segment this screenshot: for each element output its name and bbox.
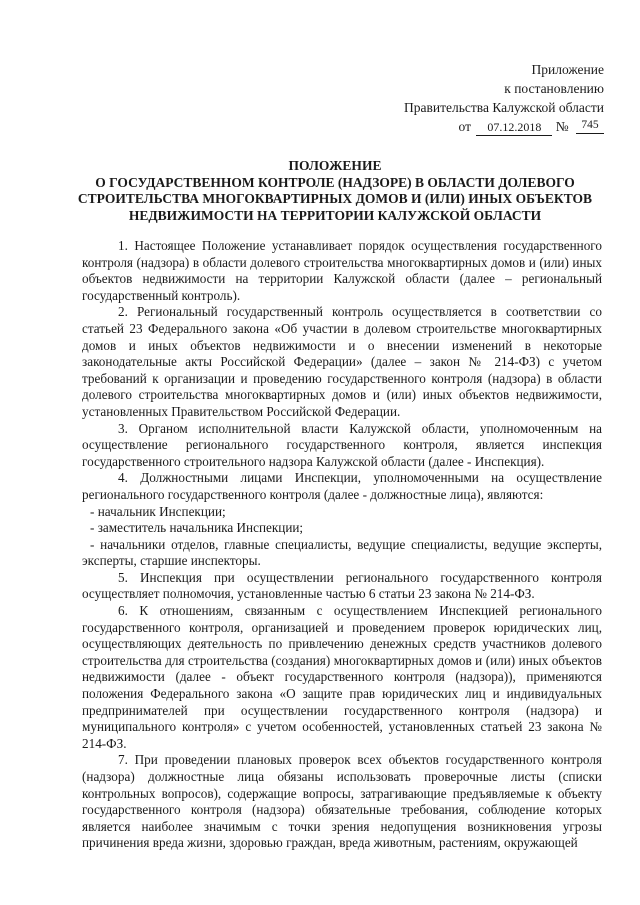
title-line-3: СТРОИТЕЛЬСТВА МНОГОКВАРТИРНЫХ ДОМОВ И (ИЛИ) ИНЫХ ОБЪЕКТОВ	[77, 191, 593, 206]
appendix-government: Правительства Калужской области	[403, 100, 604, 115]
title-line-4: НЕДВИЖИМОСТИ НА ТЕРРИТОРИИ КАЛУЖСКОЙ ОБЛАСТИ	[128, 207, 542, 223]
paragraph-3: 3. Органом исполнительной власти Калужской области, уполномоченным на осуществление регионального государственного контроля, является инспекция государственного строительного надзора Калужской области (далее - Инспекция).	[82, 420, 602, 469]
paragraph-1: 1. Настоящее Положение устанавливает порядок осуществления государственного контроля (надзора) в области долевого строительства многоквартирных домов и (или) иных объектов недвижимости на территории Калужской области (далее – региональный государственный контроль).	[82, 238, 602, 303]
title-line-1: ПОЛОЖЕНИЕ	[288, 158, 382, 173]
paragraph-4: 4. Должностными лицами Инспекции, уполномоченными на осуществление регионального государственного контроля (далее - должностные лица), являются:	[82, 470, 602, 502]
resolution-date: 07.12.2018	[476, 120, 552, 136]
paragraph-7: 7. При проведении плановых проверок всех объектов государственного контроля (надзора) должностные лица обязаны использовать проверочные листы (списки контрольных вопросов), содержащие вопросы, затрагивающие предъявляемые к объекту государственного контроля (надзора) обязательные требования, соблюдение которых является наиболее значимым с точки зрения недопущения возникновения угрозы причинения вреда жизни, здоровью граждан, вреда животным, растениям, окружающей	[82, 752, 602, 851]
document-title	[70, 158, 600, 224]
appendix-to-resolution: к постановлению	[504, 81, 604, 96]
appendix-label: Приложение	[531, 62, 604, 77]
resolution-number: 745	[576, 118, 604, 134]
number-sign: №	[555, 119, 569, 134]
appendix-date-line	[364, 117, 604, 136]
list-item-head: - начальник Инспекции;	[90, 503, 226, 519]
list-item-staff: - начальники отделов, главные специалисты, ведущие специалисты, ведущие эксперты, эксперты, старшие инспекторы.	[82, 536, 602, 569]
paragraph-6: 6. К отношениям, связанным с осуществлением Инспекцией регионального государственного контроля, организацией и проведением проверок юридических лиц, осуществляющих деятельность по привлечению денежных средств участников долевого строительства для строительства (создания) многоквартирных домов и (или) иных объектов недвижимости (далее - объект государственного контроля (надзора)), применяются положения Федерального закона «О защите прав юридических лиц и индивидуальных предпринимателей при осуществлении государственного контроля (надзора) и муниципального контроля» с учетом особенностей, установленных статьей 23 закона № 214-ФЗ.	[82, 603, 602, 751]
date-prefix: от	[458, 119, 471, 134]
appendix-header	[364, 60, 604, 136]
paragraph-2: 2. Региональный государственный контроль осуществляется в соответствии со статьей 23 Федерального закона «Об участии в долевом строительстве многоквартирных домов и иных объектов недвижимости и о внесении изменений в некоторые законодательные акты Российской Федерации» (далее – закон № 214-ФЗ) с учетом требований к организации и проведению государственного контроля (надзора) в области долевого строительства многоквартирных домов и (или) иных объектов недвижимости, установленных Правительством Российской Федерации.	[82, 304, 602, 419]
list-item-deputy: - заместитель начальника Инспекции;	[90, 520, 304, 536]
title-line-2: О ГОСУДАРСТВЕННОМ КОНТРОЛЕ (НАДЗОРЕ) В ОБЛАСТИ ДОЛЕВОГО	[95, 174, 575, 190]
paragraph-5: 5. Инспекция при осуществлении регионального государственного контроля осуществляет полномочия, установленные частью 6 статьи 23 закона № 214-ФЗ.	[82, 569, 602, 602]
document-body	[82, 238, 602, 852]
